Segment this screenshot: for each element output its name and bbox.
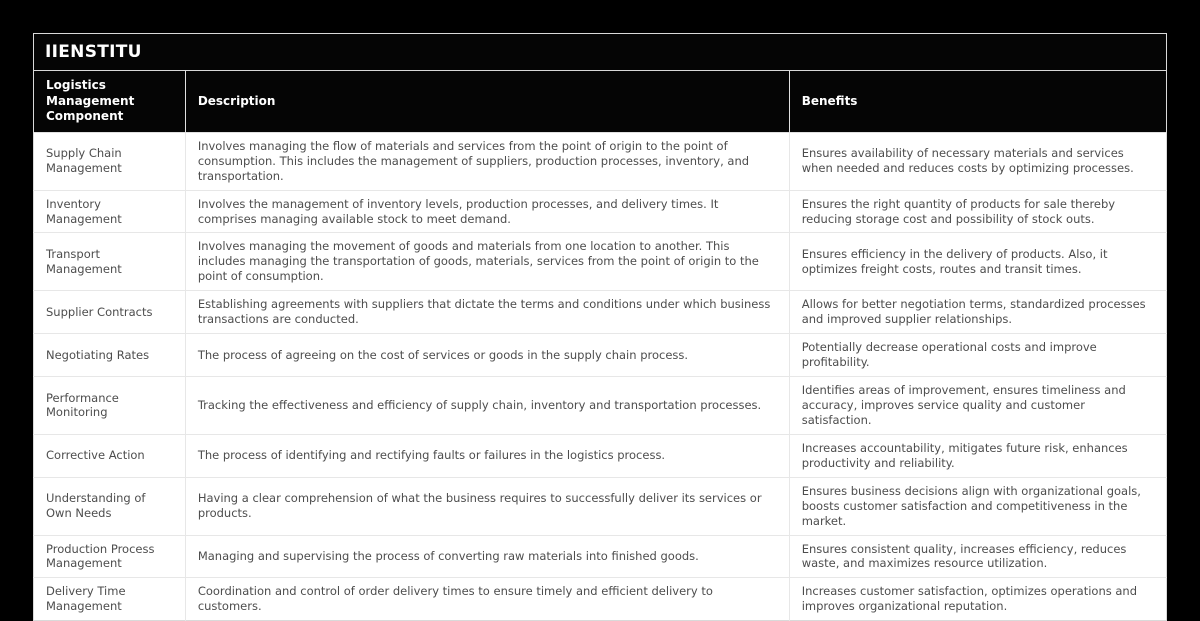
table-row <box>34 233 1167 291</box>
cell-description: Involves managing the flow of materials and services from the point of origin to the point of consumption. This includes the management of suppliers, production processes, inventory, and transportation. <box>185 132 789 190</box>
table-header-row <box>34 71 1167 132</box>
cell-benefits: Increases customer satisfaction, optimizes operations and improves organizational reputation. <box>789 578 1166 621</box>
table-row <box>34 434 1167 477</box>
cell-component: Supply Chain Management <box>34 132 186 190</box>
cell-component: Transport Management <box>34 233 186 291</box>
cell-benefits: Ensures efficiency in the delivery of products. Also, it optimizes freight costs, routes and transit times. <box>789 233 1166 291</box>
table-row <box>34 132 1167 190</box>
column-header-benefits: Benefits <box>789 71 1166 132</box>
table-row <box>34 291 1167 334</box>
logistics-table <box>33 71 1167 621</box>
column-header-component: Logistics Management Component <box>34 71 186 132</box>
cell-component: Negotiating Rates <box>34 334 186 377</box>
column-header-description: Description <box>185 71 789 132</box>
cell-description: Coordination and control of order delivery times to ensure timely and efficient delivery to customers. <box>185 578 789 621</box>
table-row <box>34 377 1167 435</box>
cell-description: Involves the management of inventory levels, production processes, and delivery times. It comprises managing available stock to meet demand. <box>185 190 789 233</box>
title-bar <box>33 33 1167 71</box>
table-card <box>33 33 1167 621</box>
cell-component: Corrective Action <box>34 434 186 477</box>
cell-description: Managing and supervising the process of converting raw materials into finished goods. <box>185 535 789 578</box>
table-row <box>34 477 1167 535</box>
cell-benefits: Ensures availability of necessary materials and services when needed and reduces costs by optimizing processes. <box>789 132 1166 190</box>
cell-component: Supplier Contracts <box>34 291 186 334</box>
cell-benefits: Increases accountability, mitigates future risk, enhances productivity and reliability. <box>789 434 1166 477</box>
cell-benefits: Identifies areas of improvement, ensures timeliness and accuracy, improves service quality and customer satisfaction. <box>789 377 1166 435</box>
table-body <box>34 132 1167 621</box>
cell-description: Involves managing the movement of goods and materials from one location to another. This includes managing the transportation of goods, materials, services from the point of origin to the point of consumption. <box>185 233 789 291</box>
cell-benefits: Allows for better negotiation terms, standardized processes and improved supplier relationships. <box>789 291 1166 334</box>
brand-title: IIENSTITU <box>45 42 142 62</box>
cell-description: The process of agreeing on the cost of services or goods in the supply chain process. <box>185 334 789 377</box>
cell-description: The process of identifying and rectifying faults or failures in the logistics process. <box>185 434 789 477</box>
table-row <box>34 190 1167 233</box>
cell-description: Having a clear comprehension of what the business requires to successfully deliver its services or products. <box>185 477 789 535</box>
table-row <box>34 578 1167 621</box>
cell-component: Understanding of Own Needs <box>34 477 186 535</box>
cell-component: Production Process Management <box>34 535 186 578</box>
table-row <box>34 535 1167 578</box>
cell-benefits: Ensures the right quantity of products for sale thereby reducing storage cost and possibility of stock outs. <box>789 190 1166 233</box>
cell-component: Inventory Management <box>34 190 186 233</box>
cell-description: Tracking the effectiveness and efficiency of supply chain, inventory and transportation processes. <box>185 377 789 435</box>
cell-component: Performance Monitoring <box>34 377 186 435</box>
cell-description: Establishing agreements with suppliers that dictate the terms and conditions under which business transactions are conducted. <box>185 291 789 334</box>
cell-benefits: Ensures business decisions align with organizational goals, boosts customer satisfaction and competitiveness in the market. <box>789 477 1166 535</box>
cell-benefits: Ensures consistent quality, increases efficiency, reduces waste, and maximizes resource utilization. <box>789 535 1166 578</box>
table-row <box>34 334 1167 377</box>
cell-benefits: Potentially decrease operational costs and improve profitability. <box>789 334 1166 377</box>
cell-component: Delivery Time Management <box>34 578 186 621</box>
